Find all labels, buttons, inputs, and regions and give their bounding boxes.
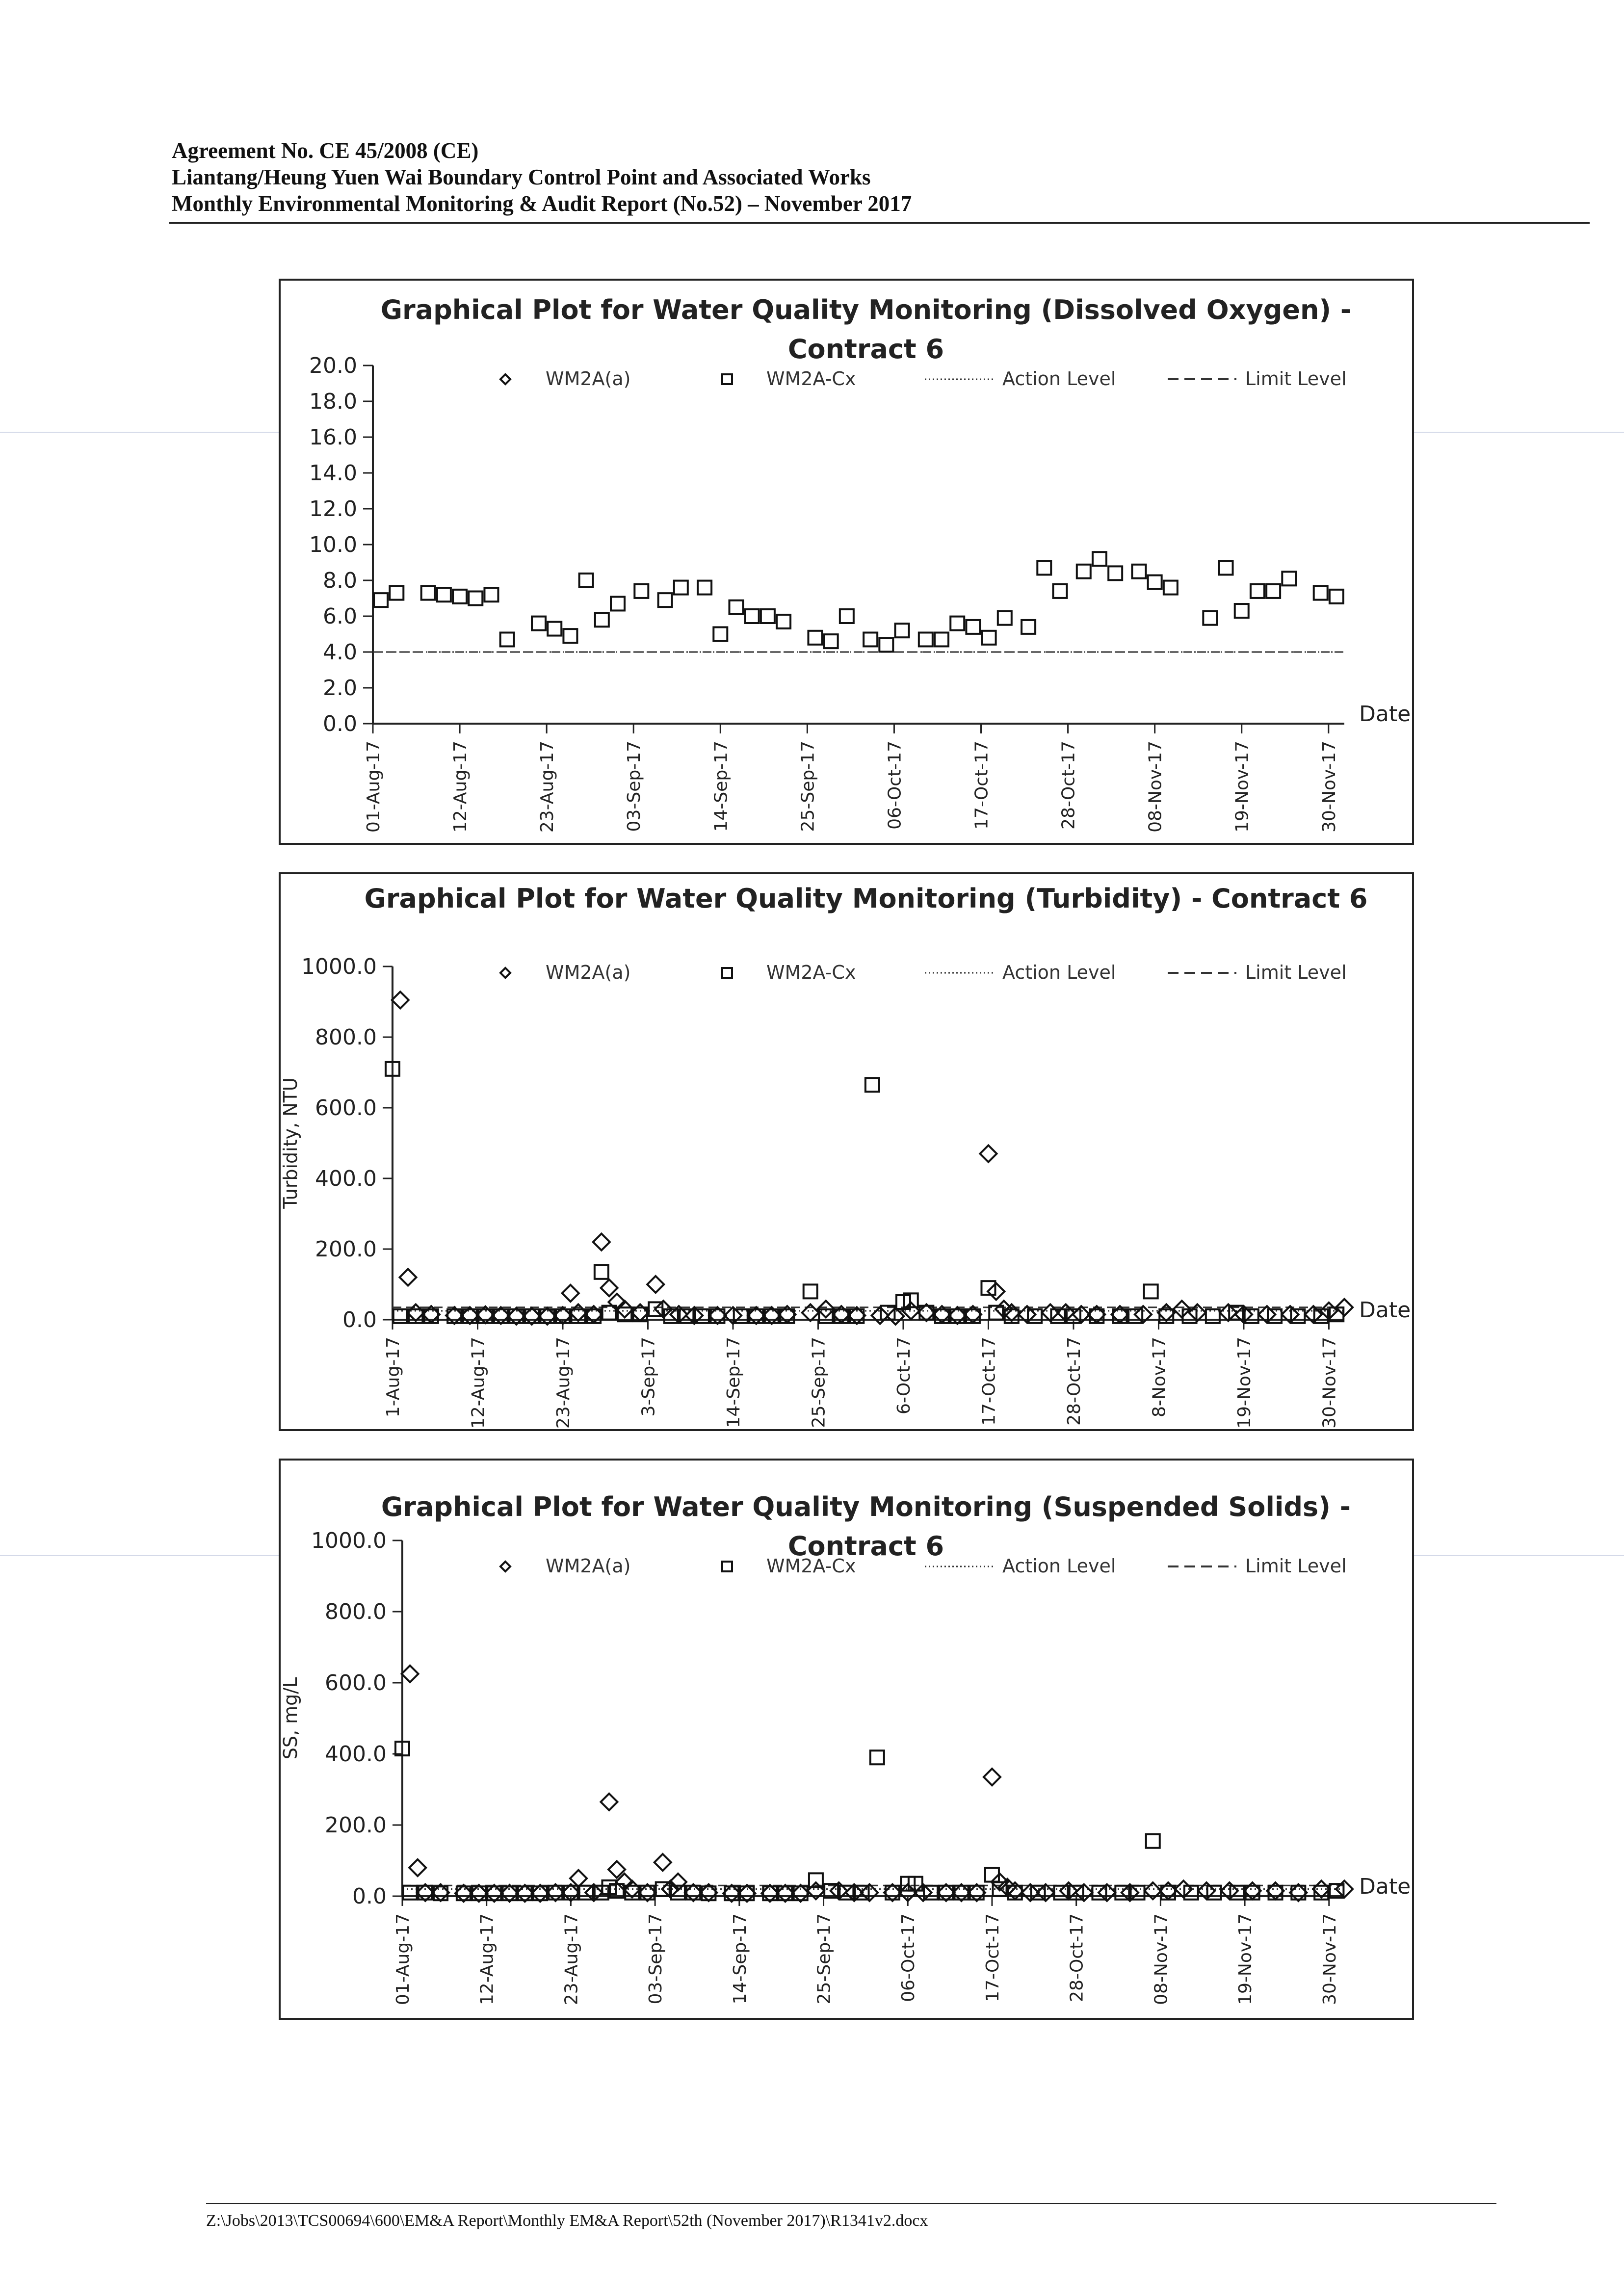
x-tick-label: 03-Sep-17: [624, 741, 645, 832]
agreement-line: Agreement No. CE 45/2008 (CE): [172, 138, 479, 163]
legend-label: Limit Level: [1245, 368, 1347, 390]
x-tick-label: 8-Nov-17: [1149, 1337, 1170, 1417]
x-tick-label: 6-Oct-17: [893, 1337, 914, 1414]
y-tick-label: 200.0: [315, 1237, 377, 1262]
x-tick-label: 01-Aug-17: [393, 1913, 413, 2006]
legend-label: WM2A(a): [546, 368, 631, 390]
y-axis-title: SS, mg/L: [280, 1677, 301, 1760]
legend-label: WM2A(a): [546, 962, 631, 983]
legend-label: Action Level: [1002, 368, 1116, 390]
y-axis-title: Turbidity, NTU: [280, 1077, 301, 1209]
legend-label: WM2A-Cx: [766, 368, 856, 390]
chart-title: Graphical Plot for Water Quality Monitoring (Suspended Solids) -: [381, 1491, 1351, 1522]
x-tick-label: 17-Oct-17: [982, 1913, 1003, 2002]
x-tick-label: 06-Oct-17: [898, 1913, 919, 2002]
x-tick-label: 08-Nov-17: [1145, 741, 1166, 833]
x-tick-label: 28-Oct-17: [1058, 741, 1079, 830]
x-tick-label: 14-Sep-17: [730, 1913, 750, 2005]
y-tick-label: 12.0: [309, 496, 357, 522]
chart-2: [280, 873, 1413, 1430]
x-tick-label: 14-Sep-17: [723, 1337, 744, 1428]
y-tick-label: 1000.0: [311, 1528, 387, 1553]
y-tick-label: 0.0: [352, 1884, 387, 1909]
chart-title: Contract 6: [787, 334, 944, 365]
x-tick-label: 28-Oct-17: [1064, 1337, 1084, 1426]
y-tick-label: 400.0: [315, 1166, 377, 1191]
x-tick-label: 14-Sep-17: [711, 741, 732, 832]
report-title-line: Monthly Environmental Monitoring & Audit Report (No.52) – November 2017: [172, 191, 912, 216]
x-axis-title: Date: [1359, 1874, 1411, 1899]
x-tick-label: 23-Aug-17: [537, 741, 558, 833]
project-line: Liantang/Heung Yuen Wai Boundary Control Point and Associated Works: [172, 165, 871, 189]
x-axis-title: Date: [1359, 702, 1411, 727]
x-tick-label: 30-Nov-17: [1319, 1913, 1340, 2005]
x-tick-label: 06-Oct-17: [885, 741, 905, 830]
x-tick-label: 08-Nov-17: [1151, 1913, 1172, 2005]
x-tick-label: 1-Aug-17: [383, 1337, 403, 1418]
x-tick-label: 12-Aug-17: [477, 1913, 498, 2006]
legend-label: Action Level: [1002, 1555, 1116, 1577]
y-tick-label: 4.0: [323, 640, 357, 665]
x-tick-label: 19-Nov-17: [1232, 741, 1253, 833]
y-tick-label: 6.0: [323, 604, 357, 629]
legend-label: Limit Level: [1245, 962, 1347, 983]
x-tick-label: 30-Nov-17: [1319, 741, 1339, 833]
y-tick-label: 1000.0: [301, 954, 377, 979]
x-tick-label: 19-Nov-17: [1234, 1337, 1255, 1429]
legend-label: WM2A-Cx: [766, 1555, 856, 1577]
chart-title: Graphical Plot for Water Quality Monitoring (Dissolved Oxygen) -: [380, 294, 1352, 325]
x-tick-label: 23-Aug-17: [553, 1337, 574, 1429]
y-tick-label: 18.0: [309, 389, 357, 414]
x-tick-label: 19-Nov-17: [1235, 1913, 1256, 2005]
chart-3: [280, 1460, 1413, 2019]
y-tick-label: 800.0: [315, 1025, 377, 1050]
y-tick-label: 10.0: [309, 532, 357, 557]
x-tick-label: 25-Sep-17: [798, 741, 818, 832]
y-tick-label: 600.0: [325, 1670, 387, 1696]
y-tick-label: 400.0: [325, 1742, 387, 1767]
x-tick-label: 03-Sep-17: [646, 1913, 666, 2005]
legend-label: WM2A-Cx: [766, 962, 856, 983]
footer-file-path: Z:\Jobs\2013\TCS00694\600\EM&A Report\Monthly EM&A Report\52th (November 2017)\R1341v2.docx: [206, 2212, 928, 2230]
x-tick-label: 17-Oct-17: [979, 1337, 999, 1426]
x-tick-label: 28-Oct-17: [1067, 1913, 1087, 2002]
y-tick-label: 8.0: [323, 568, 357, 593]
chart-title: Contract 6: [787, 1531, 944, 1562]
legend-label: Limit Level: [1245, 1555, 1347, 1577]
legend-label: Action Level: [1002, 962, 1116, 983]
y-tick-label: 200.0: [325, 1813, 387, 1838]
x-tick-label: 01-Aug-17: [364, 741, 384, 833]
x-tick-label: 23-Aug-17: [561, 1913, 582, 2006]
x-tick-label: 3-Sep-17: [638, 1337, 659, 1417]
y-tick-label: 600.0: [315, 1096, 377, 1121]
y-tick-label: 16.0: [309, 425, 357, 450]
y-tick-label: 20.0: [309, 353, 357, 378]
y-tick-label: 0.0: [323, 711, 357, 736]
x-tick-label: 12-Aug-17: [450, 741, 471, 833]
footer-divider: [206, 2203, 1496, 2204]
x-tick-label: 25-Sep-17: [814, 1913, 835, 2005]
y-tick-label: 14.0: [309, 461, 357, 486]
x-axis-title: Date: [1359, 1298, 1411, 1323]
chart-1: [280, 280, 1413, 844]
x-tick-label: 30-Nov-17: [1319, 1337, 1340, 1429]
legend-label: WM2A(a): [546, 1555, 631, 1577]
x-tick-label: 17-Oct-17: [971, 741, 992, 830]
x-tick-label: 12-Aug-17: [468, 1337, 489, 1429]
y-tick-label: 800.0: [325, 1599, 387, 1624]
x-tick-label: 25-Sep-17: [809, 1337, 829, 1428]
y-tick-label: 2.0: [323, 676, 357, 701]
y-tick-label: 0.0: [342, 1307, 377, 1332]
chart-title: Graphical Plot for Water Quality Monitoring (Turbidity) - Contract 6: [364, 883, 1368, 914]
